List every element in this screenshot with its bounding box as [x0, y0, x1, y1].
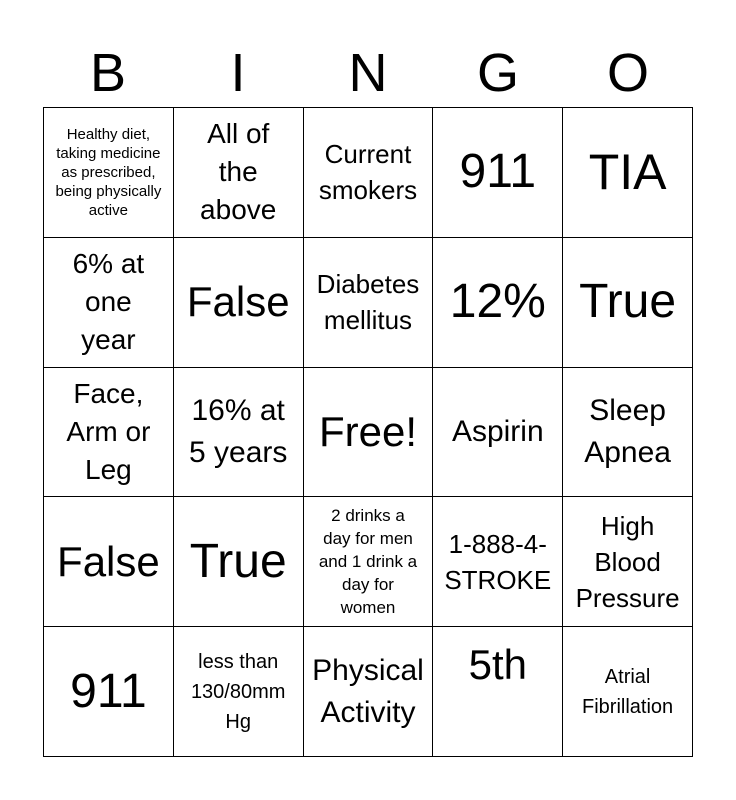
bingo-cell[interactable]: 5th — [433, 627, 563, 757]
header-letter-g: G — [476, 43, 519, 103]
header-letter-b: B — [89, 43, 127, 103]
bingo-cell[interactable]: False — [44, 497, 174, 627]
bingo-cell[interactable]: Sleep Apnea — [563, 368, 693, 498]
header-letter-n: N — [348, 43, 388, 103]
bingo-cell[interactable]: 1-888-4- STROKE — [433, 497, 563, 627]
header-letter-o: O — [606, 43, 649, 103]
header-letter-i: I — [230, 43, 246, 103]
bingo-cell[interactable]: Healthy diet, taking medicine as prescribed, being physically active — [44, 108, 174, 238]
bingo-cell[interactable]: 16% at 5 years — [174, 368, 304, 498]
bingo-cell[interactable]: less than 130/80mm Hg — [174, 627, 304, 757]
bingo-cell[interactable]: 911 — [44, 627, 174, 757]
bingo-grid — [43, 107, 693, 757]
bingo-cell[interactable]: 2 drinks a day for men and 1 drink a day for women — [304, 497, 434, 627]
bingo-cell[interactable]: True — [563, 238, 693, 368]
bingo-cell[interactable]: True — [174, 497, 304, 627]
bingo-header — [43, 38, 693, 108]
bingo-cell[interactable]: False — [174, 238, 304, 368]
bingo-cell[interactable]: 911 — [433, 108, 563, 238]
bingo-cell[interactable]: All of the above — [174, 108, 304, 238]
bingo-cell[interactable]: High Blood Pressure — [563, 497, 693, 627]
bingo-cell[interactable]: Face, Arm or Leg — [44, 368, 174, 498]
bingo-cell[interactable]: Physical Activity — [304, 627, 434, 757]
bingo-cell[interactable]: 6% at one year — [44, 238, 174, 368]
bingo-cell[interactable]: Atrial Fibrillation — [563, 627, 693, 757]
bingo-cell[interactable]: 12% — [433, 238, 563, 368]
bingo-cell[interactable]: Aspirin — [433, 368, 563, 498]
bingo-cell[interactable]: Diabetes mellitus — [304, 238, 434, 368]
bingo-cell[interactable]: Current smokers — [304, 108, 434, 238]
bingo-cell[interactable]: TIA — [563, 108, 693, 238]
bingo-cell[interactable]: Free! — [304, 368, 434, 498]
